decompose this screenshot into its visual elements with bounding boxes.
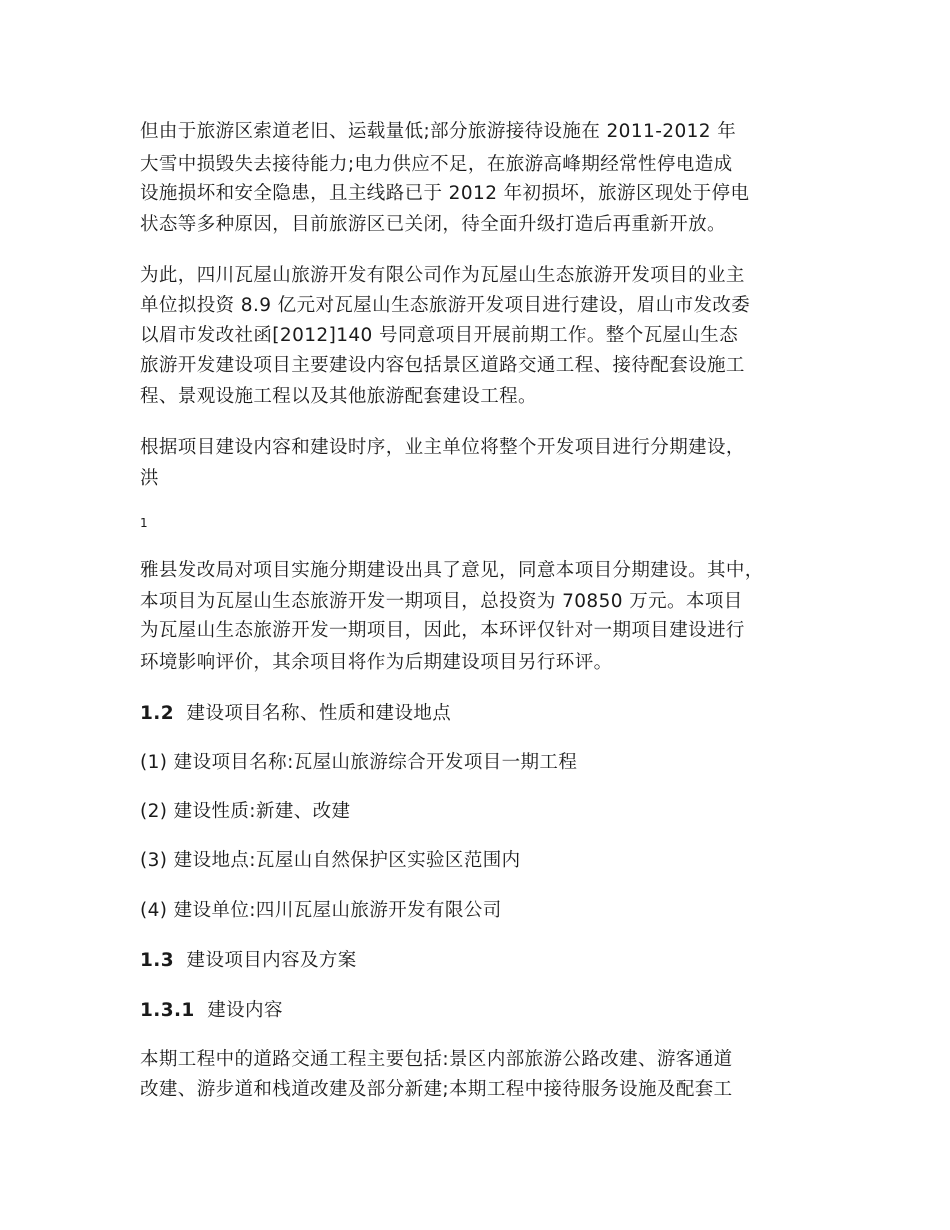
section-1-2-title: 建设项目名称、性质和建设地点 (186, 703, 452, 724)
paragraph-2-line-2: 单位拟投资 8.9 亿元对瓦屋山生态旅游开发项目进行建设，眉山市发改委 (140, 295, 751, 316)
paragraph-2-line-3: 以眉市发改社函[2012]140 号同意项目开展前期工作。整个瓦屋山生态 (140, 325, 739, 346)
paragraph-1-line-4: 状态等多种原因，目前旅游区已关闭，待全面升级打造后再重新开放。 (140, 214, 726, 235)
paragraph-1-line-3: 设施损坏和安全隐患，且主线路已于 2012 年初损坏，旅游区现处于停电 (140, 183, 750, 204)
section-1-3-title: 建设项目内容及方案 (186, 950, 357, 971)
page-number: 1 (140, 516, 148, 530)
section-1-3-1-heading (140, 999, 283, 1023)
item-4: (4) 建设单位:四川瓦屋山旅游开发有限公司 (140, 900, 502, 921)
paragraph-4-line-2: 本项目为瓦屋山生态旅游开发一期项目，总投资为 70850 万元。本项目 (140, 591, 743, 612)
paragraph-4-line-4: 环境影响评价，其余项目将作为后期建设项目另行环评。 (140, 652, 613, 673)
paragraph-4-line-3: 为瓦屋山生态旅游开发一期项目，因此，本环评仅针对一期项目建设进行 (140, 620, 745, 641)
item-1: (1) 建设项目名称:瓦屋山旅游综合开发项目一期工程 (140, 752, 578, 773)
section-1-2-number: 1.2 (140, 703, 174, 724)
paragraph-3-line-2: 洪 (140, 468, 159, 489)
paragraph-1-line-1: 但由于旅游区索道老旧、运载量低;部分旅游接待设施在 2011-2012 年 (140, 121, 737, 142)
paragraph-2-line-4: 旅游开发建设项目主要建设内容包括景区道路交通工程、接待配套设施工 (140, 355, 745, 376)
section-1-3-1-title: 建设内容 (207, 1000, 283, 1021)
paragraph-2-line-5: 程、景观设施工程以及其他旅游配套建设工程。 (140, 386, 537, 407)
paragraph-3-line-1: 根据项目建设内容和建设时序，业主单位将整个开发项目进行分期建设， (140, 437, 745, 458)
paragraph-4-line-1: 雅县发改局对项目实施分期建设出具了意见，同意本项目分期建设。其中， (140, 560, 764, 581)
section-1-2-heading (140, 702, 451, 726)
section-1-3-number: 1.3 (140, 950, 174, 971)
section-1-3-1-number: 1.3.1 (140, 1000, 195, 1021)
item-3: (3) 建设地点:瓦屋山自然保护区实验区范围内 (140, 850, 521, 871)
item-2: (2) 建设性质:新建、改建 (140, 801, 351, 822)
paragraph-1-line-2: 大雪中损毁失去接待能力;电力供应不足，在旅游高峰期经常性停电造成 (140, 154, 733, 175)
section-1-3-heading (140, 949, 357, 973)
paragraph-5-line-2: 改建、游步道和栈道改建及部分新建;本期工程中接待服务设施及配套工 (140, 1079, 733, 1100)
paragraph-2-line-1: 为此，四川瓦屋山旅游开发有限公司作为瓦屋山生态旅游开发项目的业主 (140, 265, 745, 286)
paragraph-5-line-1: 本期工程中的道路交通工程主要包括:景区内部旅游公路改建、游客通道 (140, 1049, 733, 1070)
